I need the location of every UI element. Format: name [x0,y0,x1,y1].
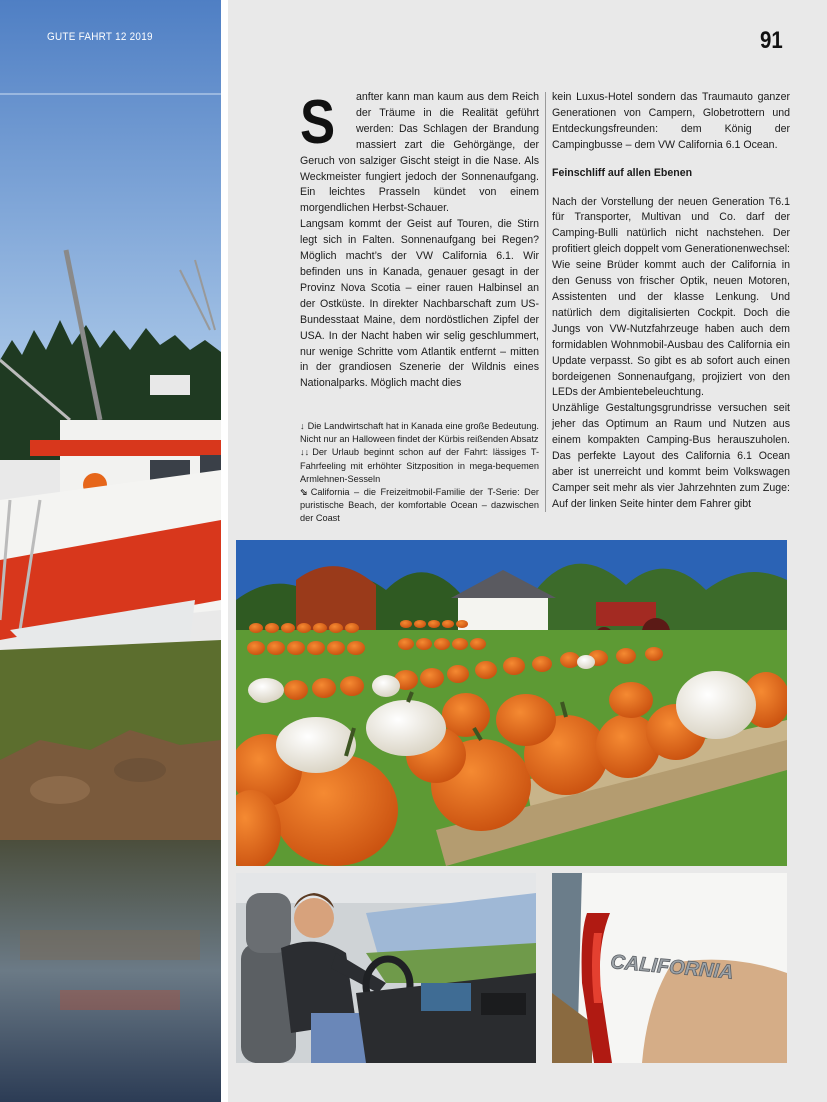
caption-arrow-icon: ↓↓ [300,447,310,458]
caption-badge: ⬂ California – die Freizeitmobil-Familie der T-Serie: Der puristische Beach, der komfortable Ocean – dazwischen der Coast [300,487,539,524]
article-column-1 [300,90,539,392]
caption-arrow-icon: ⬂ [300,487,308,498]
column-rule [545,92,546,512]
article-paragraph: kein Luxus-Hotel sondern das Traumauto ganzer Generationen von Campern, Globetrottern und Entdeckungsfreunden: dem König der Campingbusse – dem VW California 6.1 Ocean. [552,91,790,151]
drop-cap: S [300,88,336,157]
caption-arrow-icon: ↓ [300,421,305,431]
article-paragraph: anfter kann man kaum aus dem Reich der Träume in die Realität geführt werden: Das Schlagen der Brandung massiert zart die Gehörgänge, der Geruch von salziger Gischt steigt in die Nase. Als Weckmeister fungiert jedoch der Sonnenaufgang. Ein leichtes Prasseln kündet von einem morgendlichen Herbst-Schauer. [300,91,539,215]
caption-pumpkins: ↓ Die Landwirtschaft hat in Kanada eine große Bedeutung. Nicht nur an Halloween findet der Kürbis reißenden Absatz [300,421,539,445]
caption-cockpit: ↓↓ Der Urlaub beginnt schon auf der Fahrt: lässiges T-Fahrfeeling mit erhöhter Sitzposition in mega-bequemen Armlehnen-Sesseln [300,447,539,484]
cockpit-driver-photo [236,873,536,1063]
article-column-2 [552,90,790,513]
pumpkin-farm-photo [236,540,787,866]
photo-captions [300,420,539,526]
california-badge-text: CALIFORNIA [609,951,735,984]
article-paragraph: Unzählige Gestaltungsgrundrisse versuchen seit jeher das Optimum an Raum und Nutzen aus einem kompakten Camping-Bus herauszuholen. Das perfekte Layout des California 6.1 Ocean aber ist unerreicht und kommt beim Volkswagen Camper seit mehr als vier Jahrzehnten zum Zuge: Auf der linken Seite hinter dem Fahrer gibt [552,402,790,510]
section-subheading: Feinschliff auf allen Ebenen [552,166,693,179]
article-paragraph: Langsam kommt der Geist auf Touren, die Stirn legt sich in Falten. Sonnenaufgang bei Regen? Möglich macht’s der VW California 6.1. Wir befinden uns in Kanada, genauer gesagt in der Provinz Nova Scotia – einer rauen Halbinsel an der Ostküste. In direkter Nachbarschaft zum US-Bundesstaat Maine, dem nordöstlichen Zipfel der USA. In der Nacht haben wir selig geschlummert, nur wenige Schritte vom Atlantik entfernt – mitten in der grandiosen Szenerie der Wildnis eines Nationalparks. Möglich macht dies [300,218,539,390]
page-number: 91 [760,27,783,54]
publication-header: GUTE FAHRT 12 2019 [47,31,153,43]
california-badge-photo [552,873,787,1063]
article-paragraph: Nach der Vorstellung der neuen Generation T6.1 für Transporter, Multivan und Co. darf der Camping-Bulli natürlich nicht nachstehen. Der profitiert gleich doppelt vom Generationenwechsel: Wie seine Brüder kommt auch der California in den Genuss von frischer Optik, neuen Motoren, Assistenten und der klasse Lenkung. Und natürlich dem digitalisierten Cockpit. Doch die Jungs von VW-Nutzfahrzeuge haben auch dem formidablen Wohnmobil-Ausbau des California ein Update verpasst. So gibt es ab sofort auch einen bordeigenen Sonnenaufgang, projiziert von den LEDs der Ambientebeleuchtung. [552,195,790,399]
page-gutter [221,0,228,1102]
harbor-boat-photo [0,0,221,1102]
